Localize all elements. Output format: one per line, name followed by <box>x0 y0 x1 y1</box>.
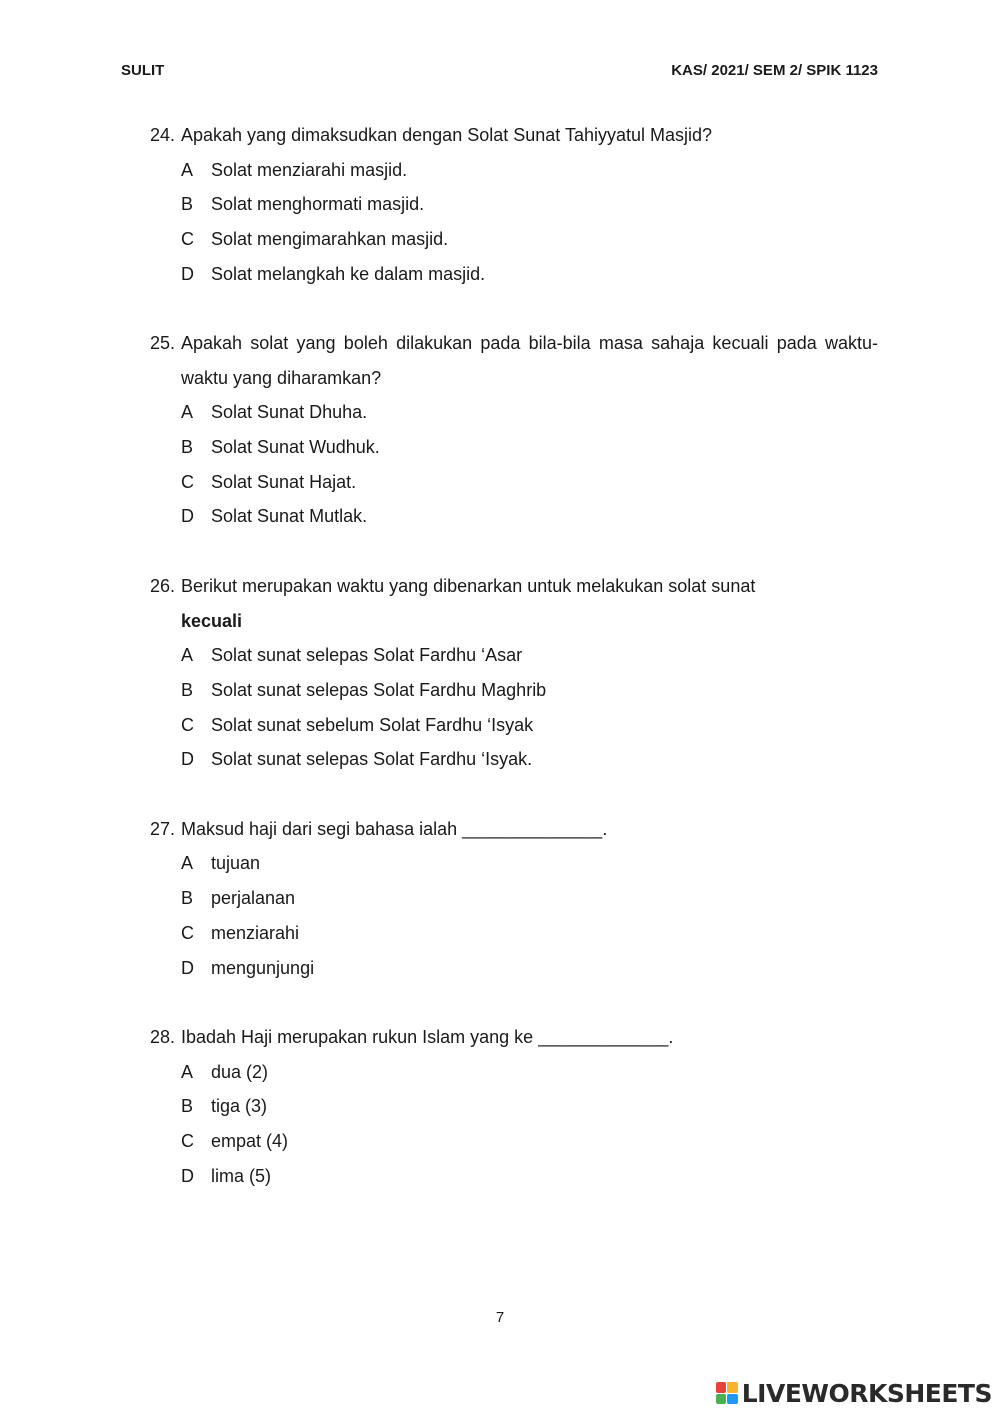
option-text: Solat Sunat Hajat. <box>211 471 357 492</box>
option-b[interactable] <box>150 430 878 465</box>
option-text: Solat Sunat Wudhuk. <box>211 437 380 458</box>
option-letter: D <box>181 506 194 527</box>
option-c[interactable] <box>150 708 878 743</box>
liveworksheets-brand[interactable] <box>716 1378 992 1408</box>
question-stem <box>150 118 878 153</box>
logo-square-blue <box>727 1394 738 1405</box>
option-list <box>150 395 878 534</box>
question-stem <box>150 1020 878 1055</box>
option-a[interactable] <box>150 638 878 673</box>
option-letter: B <box>181 437 194 458</box>
option-text: perjalanan <box>211 888 296 909</box>
question-emphasis: kecuali <box>181 610 243 631</box>
option-letter: A <box>181 1061 194 1082</box>
option-text: Solat sunat selepas Solat Fardhu ‘Isyak. <box>211 749 533 770</box>
option-text: menziarahi <box>211 922 300 943</box>
option-b[interactable] <box>150 881 878 916</box>
logo-square-yellow <box>727 1382 738 1393</box>
option-text: Solat Sunat Mutlak. <box>211 506 368 527</box>
question-number: 25. <box>150 333 176 354</box>
option-text: tujuan <box>211 853 261 874</box>
option-d[interactable] <box>150 1159 878 1194</box>
question-28 <box>150 1020 878 1193</box>
option-letter: A <box>181 402 194 423</box>
option-text: Solat sunat selepas Solat Fardhu Maghrib <box>211 679 547 700</box>
page-number: 7 <box>495 1309 505 1326</box>
option-list <box>150 1055 878 1194</box>
question-25 <box>150 326 878 534</box>
option-text: Solat mengimarahkan masjid. <box>211 228 449 249</box>
option-text: empat (4) <box>211 1131 289 1152</box>
option-text: Solat sunat sebelum Solat Fardhu ‘Isyak <box>211 714 534 735</box>
option-d[interactable] <box>150 257 878 292</box>
question-24 <box>150 118 878 291</box>
option-text: Solat Sunat Dhuha. <box>211 402 368 423</box>
option-a[interactable] <box>150 1055 878 1090</box>
option-a[interactable] <box>150 153 878 188</box>
question-stem <box>150 326 878 395</box>
option-text: Solat menziarahi masjid. <box>211 159 408 180</box>
option-d[interactable] <box>150 951 878 986</box>
question-number: 27. <box>150 818 176 839</box>
option-letter: B <box>181 888 194 909</box>
option-list <box>150 846 878 985</box>
option-letter: D <box>181 957 194 978</box>
question-text: Ibadah Haji merupakan rukun Islam yang ke _____________. <box>181 1027 674 1048</box>
option-text: tiga (3) <box>211 1096 268 1117</box>
option-text: Solat menghormati masjid. <box>211 194 425 215</box>
header-classification: SULIT <box>121 61 165 79</box>
brand-wordmark: LIVEWORKSHEETS <box>741 1378 992 1408</box>
option-letter: B <box>181 194 194 215</box>
option-text: Solat melangkah ke dalam masjid. <box>211 263 486 284</box>
option-d[interactable] <box>150 742 878 777</box>
question-text: Berikut merupakan waktu yang dibenarkan untuk melakukan solat sunat <box>181 576 756 597</box>
option-letter: C <box>181 922 194 943</box>
option-b[interactable] <box>150 187 878 222</box>
option-letter: C <box>181 471 194 492</box>
logo-square-green <box>716 1394 727 1405</box>
option-text: lima (5) <box>211 1165 272 1186</box>
liveworksheets-logo-icon <box>716 1382 738 1404</box>
question-stem <box>150 569 878 638</box>
option-c[interactable] <box>150 465 878 500</box>
option-b[interactable] <box>150 673 878 708</box>
option-letter: C <box>181 1131 194 1152</box>
option-list <box>150 153 878 292</box>
question-stem <box>150 812 878 847</box>
option-letter: C <box>181 714 194 735</box>
question-text: Apakah solat yang boleh dilakukan pada bila-bila masa sahaja kecuali pada waktu-waktu yang diharamkan? <box>181 333 878 388</box>
question-text: Apakah yang dimaksudkan dengan Solat Sunat Tahiyyatul Masjid? <box>181 125 713 145</box>
option-c[interactable] <box>150 222 878 257</box>
question-body <box>181 569 878 638</box>
option-letter: B <box>181 679 194 700</box>
option-text: Solat sunat selepas Solat Fardhu ‘Asar <box>211 645 523 666</box>
option-b[interactable] <box>150 1089 878 1124</box>
option-letter: A <box>181 853 194 874</box>
option-text: dua (2) <box>211 1061 269 1082</box>
logo-square-red <box>716 1382 727 1393</box>
option-d[interactable] <box>150 499 878 534</box>
option-letter: D <box>181 1165 194 1186</box>
option-text: mengunjungi <box>211 957 315 978</box>
option-c[interactable] <box>150 916 878 951</box>
question-list <box>150 118 878 1229</box>
question-text: Maksud haji dari segi bahasa ialah ______________. <box>181 818 608 839</box>
header-exam-code: KAS/ 2021/ SEM 2/ SPIK 1123 <box>671 61 878 79</box>
question-number: 26. <box>150 576 176 597</box>
option-letter: B <box>181 1096 194 1117</box>
option-letter: D <box>181 749 194 770</box>
option-letter: A <box>181 159 194 180</box>
option-list <box>150 638 878 777</box>
option-letter: A <box>181 645 194 666</box>
option-a[interactable] <box>150 395 878 430</box>
option-letter: D <box>181 263 194 284</box>
page-header <box>121 60 878 80</box>
question-number: 24. <box>150 125 176 145</box>
question-number: 28. <box>150 1027 176 1048</box>
option-c[interactable] <box>150 1124 878 1159</box>
question-26 <box>150 569 878 777</box>
question-27 <box>150 812 878 985</box>
option-a[interactable] <box>150 846 878 881</box>
option-letter: C <box>181 228 194 249</box>
